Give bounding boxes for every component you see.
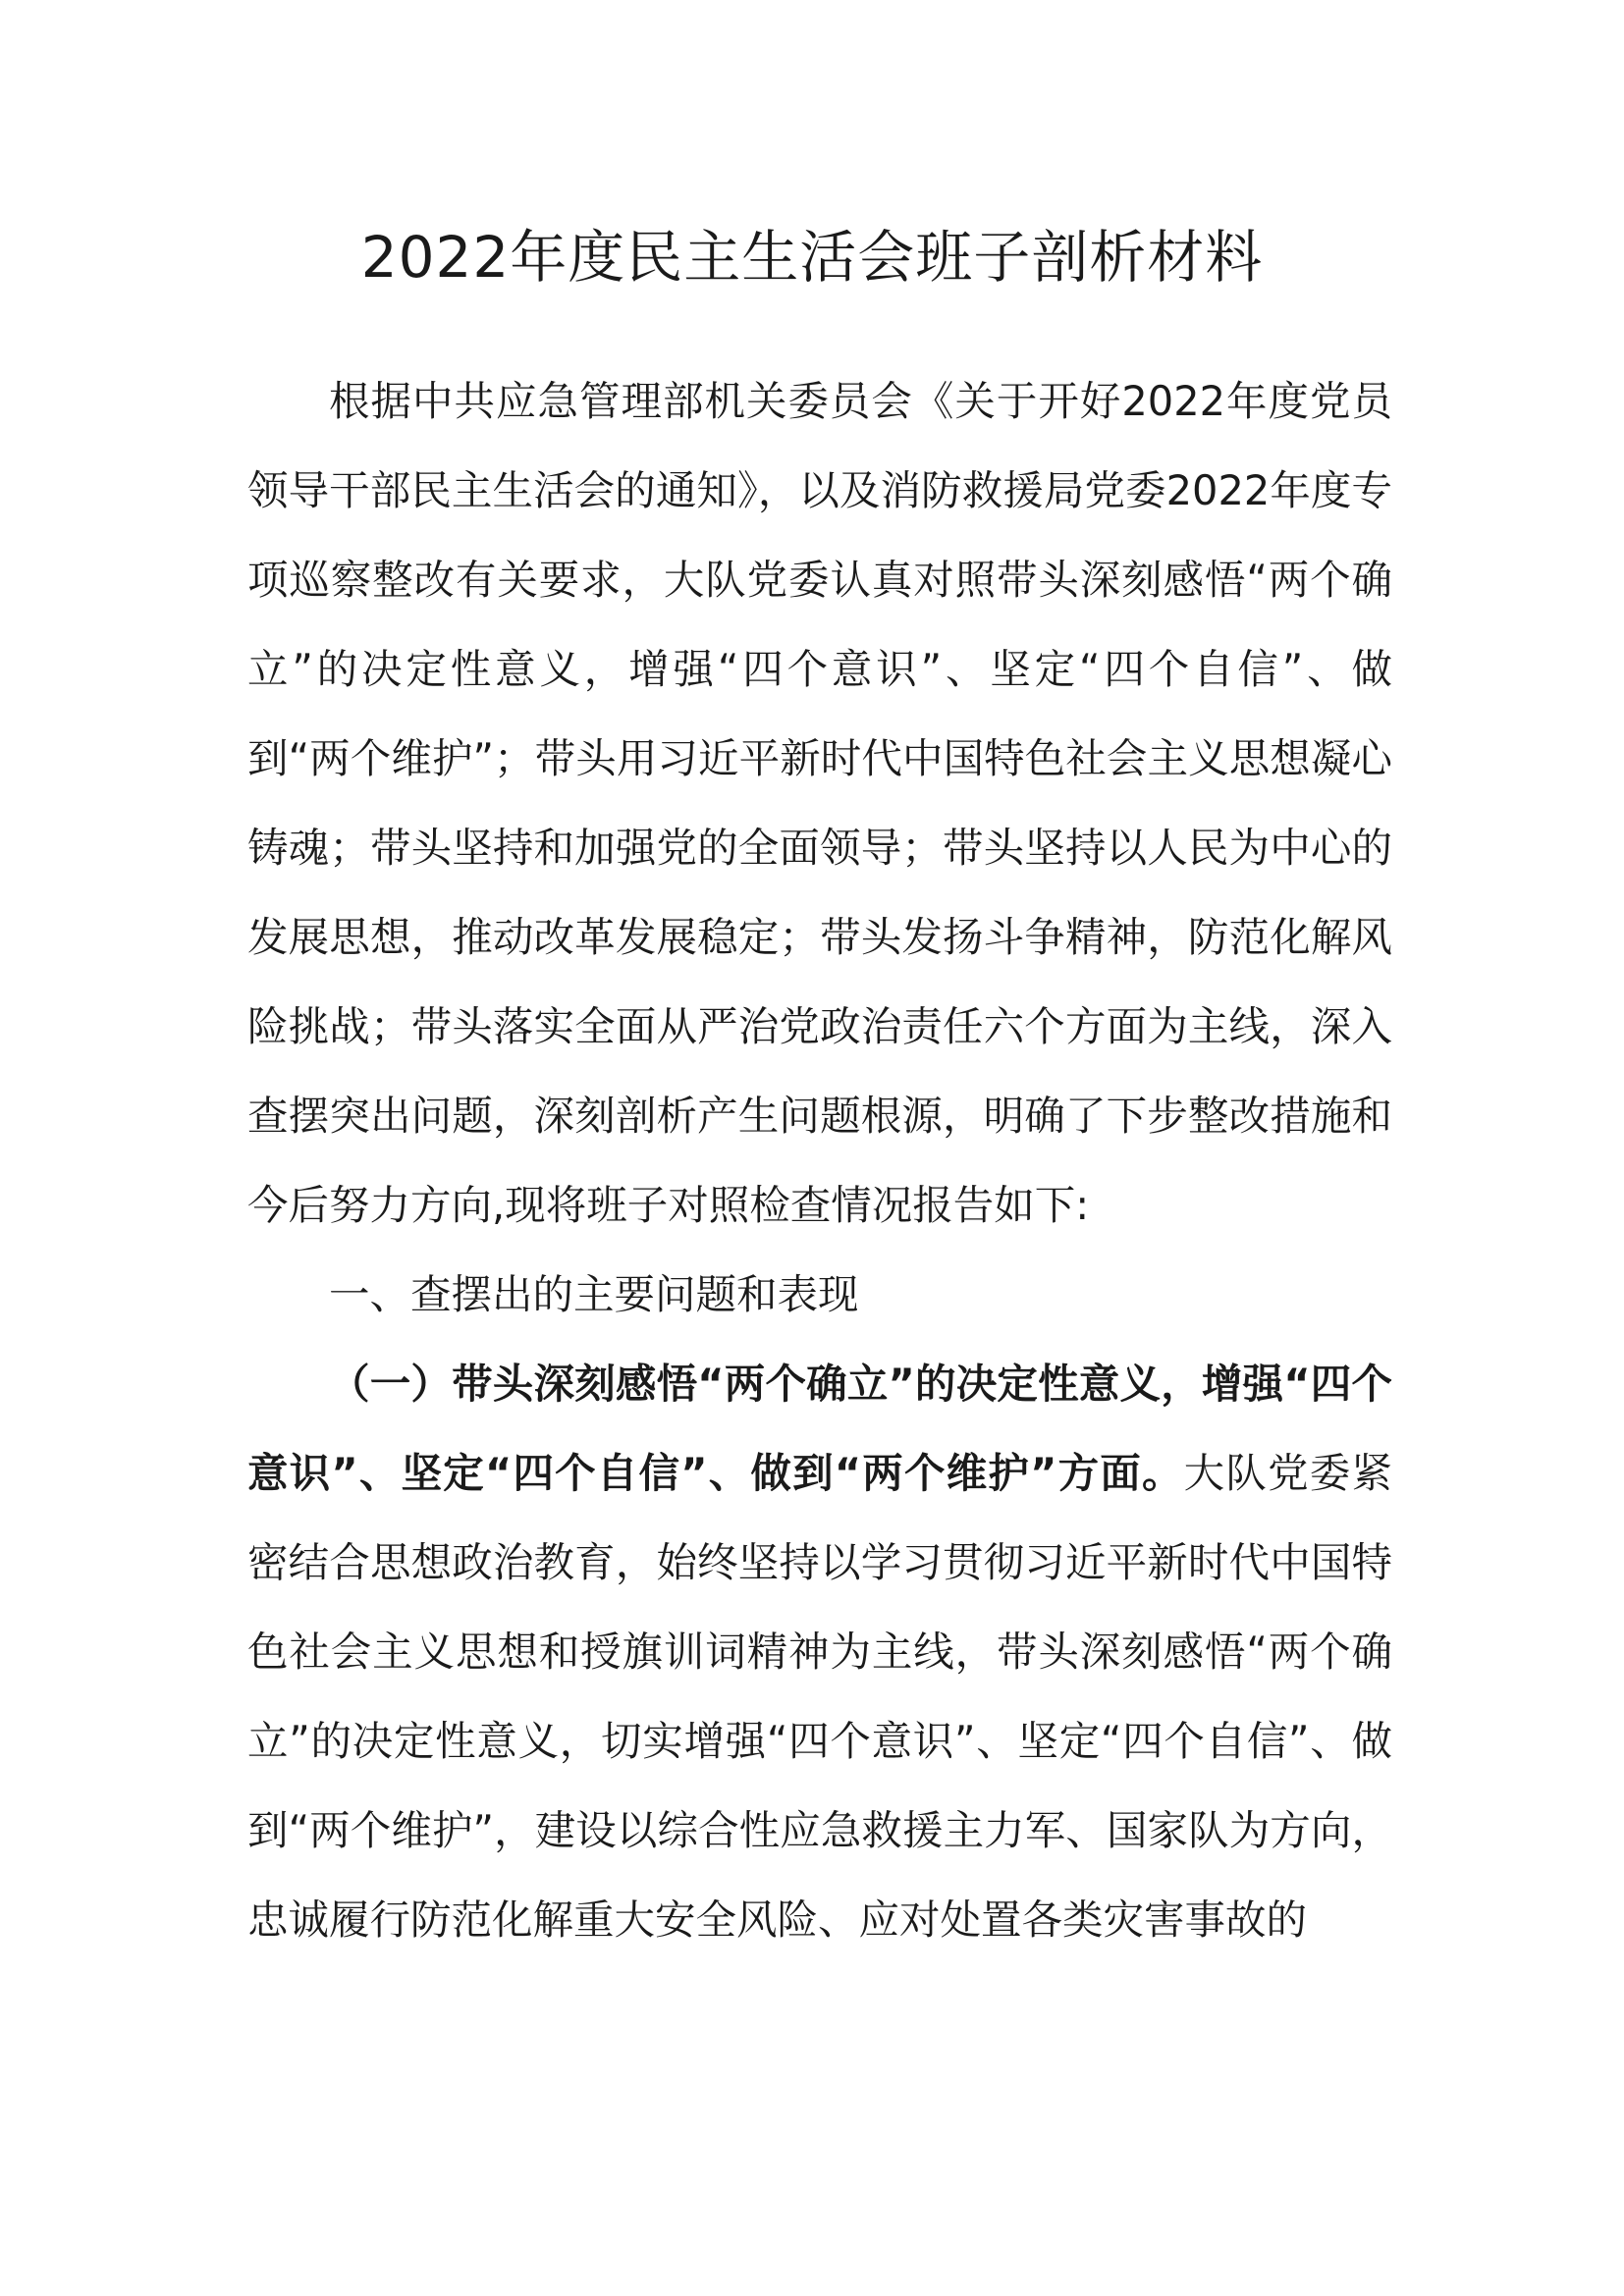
document-title: 2022年度民主生活会班子剖析材料 <box>360 224 1264 291</box>
subsection-paragraph <box>247 1339 1392 1964</box>
intro-paragraph: 根据中共应急管理部机关委员会《关于开好2022年度党员领导干部民主生活会的通知》，以及消防救援局党委2022年度专项巡察整改有关要求，大队党委认真对照带头深刻感悟“两个确立”的决定性意义，增强“四个意识”、坚定“四个自信”、做到“两个维护”；带头用习近平新时代中国特色社会主义思想凝心铸魂；带头坚持和加强党的全面领导；带头坚持以人民为中心的发展思想，推动改革发展稳定；带头发扬斗争精神，防范化解风险挑战；带头落实全面从严治党政治责任六个方面为主线，深入查摆突出问题，深刻剖析产生问题根源，明确了下步整改措施和今后努力方向,现将班子对照检查情况报告如下: <box>247 377 1392 1229</box>
subsection-heading: （一）带头深刻感悟“两个确立”的决定性意义，增强“四个意识”、坚定“四个自信”、做到“两个维护”方面。 <box>247 1360 1392 1497</box>
document-body <box>247 356 1392 1964</box>
section-heading: 一、查摆出的主要问题和表现 <box>329 1270 859 1318</box>
subsection-body: 大队党委紧密结合思想政治教育，始终坚持以学习贯彻习近平新时代中国特色社会主义思想和授旗训词精神为主线，带头深刻感悟“两个确立”的决定性意义，切实增强“四个意识”、坚定“四个自信”、做到“两个维护”，建设以综合性应急救援主力军、国家队为方向，忠诚履行防范化解重大安全风险、应对处置各类灾害事故的 <box>247 1449 1392 1944</box>
